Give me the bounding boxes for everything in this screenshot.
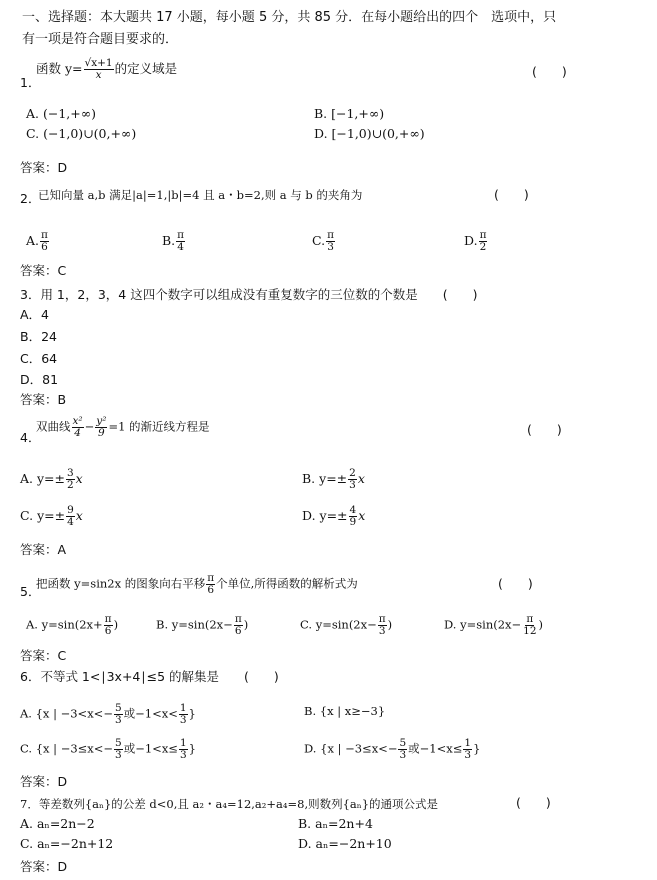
q1-stem-post: 的定义域是 xyxy=(114,61,178,76)
q1-answer: 答案：D xyxy=(20,160,68,175)
q5-answer: 答案：C xyxy=(20,648,67,663)
q5-option-d: D. y=sin(2x− $\frac{\pi}{12}$ ) xyxy=(444,613,544,637)
q4-stem: 双曲线 $\frac{\text{x²}}{4}$ − $\frac{\text{y²}}{9}$ =1 的渐近线方程是 xyxy=(36,415,210,439)
q2-number: 2． xyxy=(20,191,41,206)
q1-option-c: C. (−1,0)∪(0,+∞) xyxy=(26,126,137,141)
q1-stem-pre: 函数 y= xyxy=(36,61,83,76)
q2-option-a: A. $\frac{\pi}{6}$ xyxy=(26,229,48,253)
q6-option-b: B. {x | x≥−3} xyxy=(304,704,386,718)
q4-number: 4． xyxy=(20,430,41,445)
q3-option-d: D．81 xyxy=(20,372,59,387)
q3-stem: 3．用 1，2，3，4 这四个数字可以组成没有重复数字的三位数的个数是 ( ) xyxy=(20,287,478,302)
q5-option-b: B. y=sin(2x− $\frac{\pi}{6}$ ) xyxy=(156,613,249,637)
q2-option-c: C. $\frac{\pi}{3}$ xyxy=(312,229,334,253)
q5-option-a: A. y=sin(2x+ $\frac{\pi}{6}$ ) xyxy=(26,613,119,637)
q6-stem: 6．不等式 1<∣3x+4∣≤5 的解集是 ( ) xyxy=(20,669,279,684)
q7-stem: 7．等差数列{aₙ}的公差 d<0,且 a₂・a₄=12,a₂+a₄=8,则数列{aₙ}的通项公式是 xyxy=(20,797,439,811)
q5-number: 5． xyxy=(20,584,41,599)
q3-option-c: C．64 xyxy=(20,351,58,366)
q4-paren: ( ) xyxy=(527,422,562,437)
q4-option-b: B. y=± $\frac{2}{3}$ x xyxy=(302,467,365,491)
q6-option-c: C. {x | −3≤x<− $\frac{5}{3}$ 或−1<x≤ $\frac{1}{3}$ } xyxy=(20,737,196,761)
q6-option-a: A. {x | −3<x<− $\frac{5}{3}$ 或−1<x< $\frac{1}{3}$ } xyxy=(20,702,196,726)
q7-option-b: B. aₙ=2n+4 xyxy=(298,816,373,831)
q2-stem: 已知向量 a,b 满足|a|=1,|b|=4 且 a・b=2,则 a 与 b 的夹角为 xyxy=(38,188,363,202)
q1-option-a: A. (−1,+∞) xyxy=(26,106,97,121)
q2-option-d: D. $\frac{\pi}{2}$ xyxy=(464,229,487,253)
q1-option-d: D. [−1,0)∪(0,+∞) xyxy=(314,126,425,141)
q1-fraction: $\frac{√x+1}{x}$ xyxy=(84,57,113,81)
q7-option-d: D. aₙ=−2n+10 xyxy=(298,836,392,851)
q3-option-a: A．4 xyxy=(20,307,50,322)
section-header-line1: 一、选择题：本大题共 17 小题，每小题 5 分，共 85 分．在每小题给出的四个 选项中，只 xyxy=(22,10,557,25)
q7-answer: 答案：D xyxy=(20,859,68,874)
q7-option-a: A. aₙ=2n−2 xyxy=(20,816,95,831)
q3-option-b: B．24 xyxy=(20,329,57,344)
q4-option-c: C. y=± $\frac{9}{4}$ x xyxy=(20,504,83,528)
q7-paren: ( ) xyxy=(516,795,551,810)
q1-option-b: B. [−1,+∞) xyxy=(314,106,385,121)
q5-stem: 把函数 y=sin2x 的图象向右平移 $\frac{\pi}{6}$ 个单位,所得函数的解析式为 xyxy=(36,572,358,596)
q4-answer: 答案：A xyxy=(20,542,67,557)
section-header-line2: 有一项是符合题目要求的． xyxy=(22,32,179,47)
q4-option-d: D. y=± $\frac{4}{9}$ x xyxy=(302,504,366,528)
q1-paren: ( ) xyxy=(532,64,567,79)
q5-paren: ( ) xyxy=(498,576,533,591)
q7-option-c: C. aₙ=−2n+12 xyxy=(20,836,114,851)
q1-stem xyxy=(36,58,177,81)
q4-option-a: A. y=± $\frac{3}{2}$ x xyxy=(20,467,83,491)
q2-option-b: B. $\frac{\pi}{4}$ xyxy=(162,229,185,253)
q5-option-c: C. y=sin(2x− $\frac{\pi}{3}$ ) xyxy=(300,613,393,637)
q3-answer: 答案：B xyxy=(20,392,67,407)
q2-paren: ( ) xyxy=(494,187,529,202)
q6-answer: 答案：D xyxy=(20,774,68,789)
q6-option-d: D. {x | −3≤x<− $\frac{5}{3}$ 或−1<x≤ $\frac{1}{3}$ } xyxy=(304,737,481,761)
q2-answer: 答案：C xyxy=(20,263,67,278)
q1-number: 1． xyxy=(20,75,41,90)
